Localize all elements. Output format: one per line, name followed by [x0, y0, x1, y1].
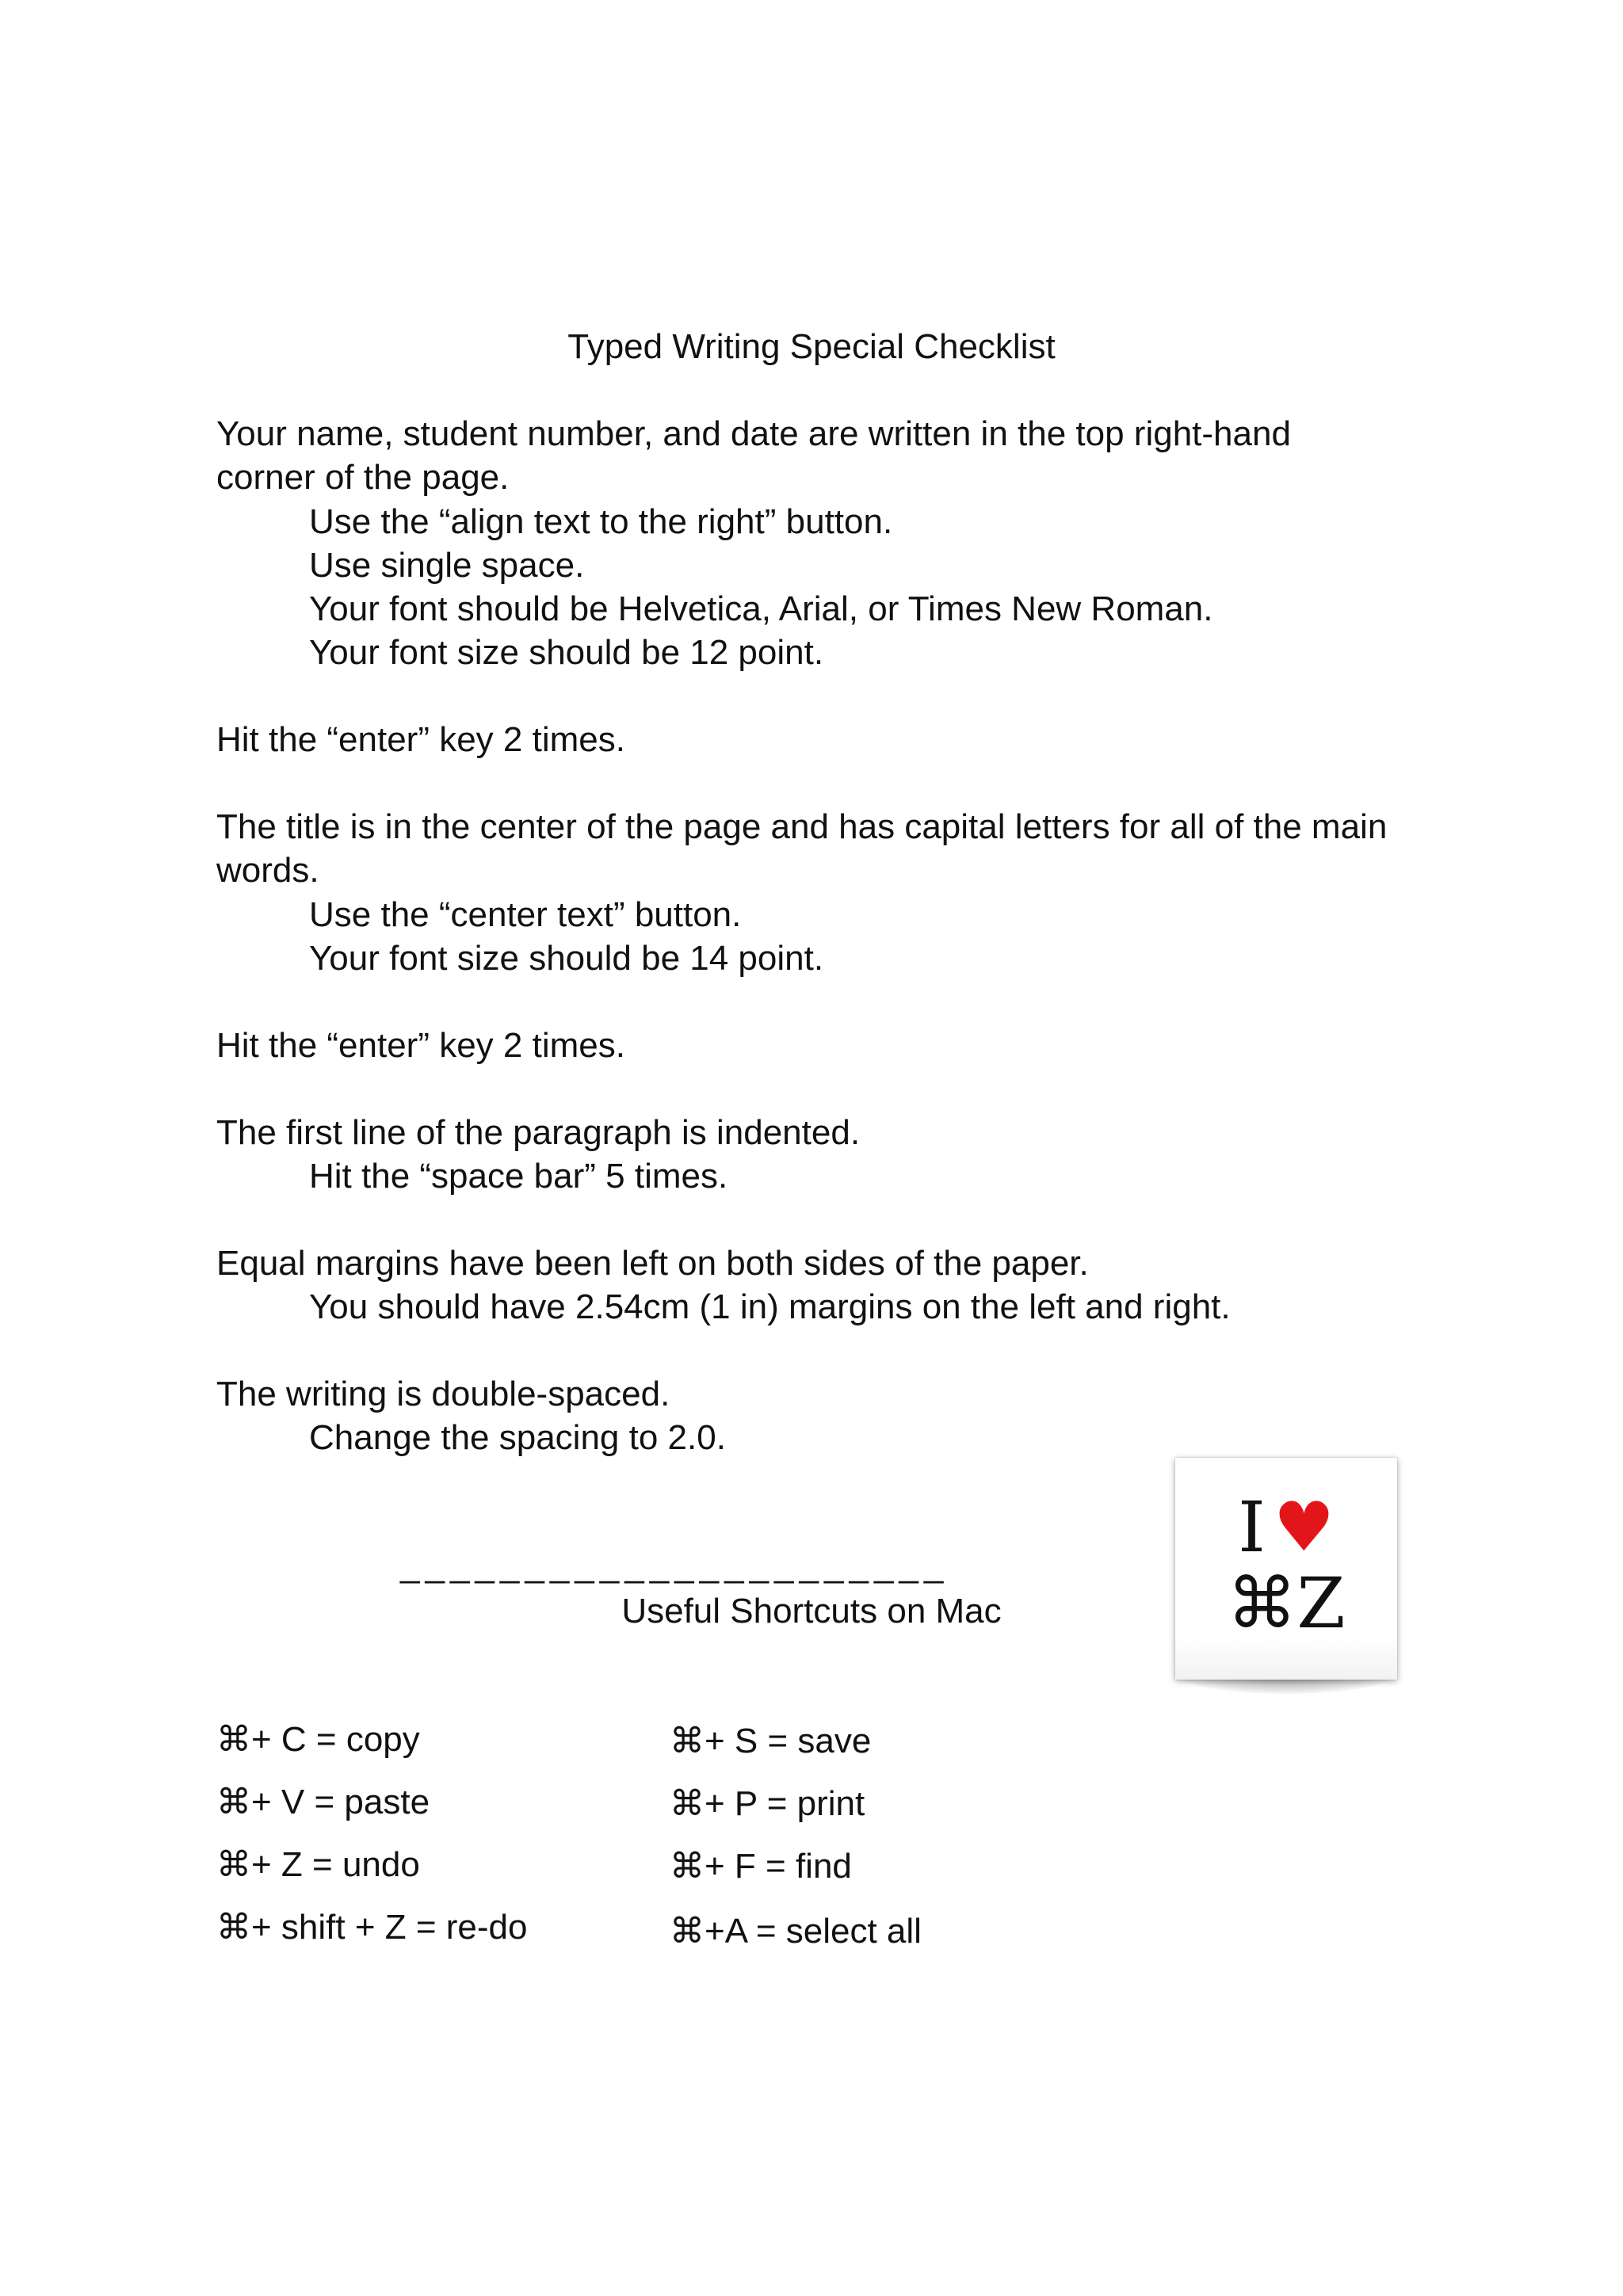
sticker-letter-i: I	[1238, 1486, 1266, 1568]
sticker-command-z: ⌘Z	[1227, 1562, 1346, 1644]
checklist-item-enter-twice: Hit the “enter” key 2 times.	[216, 720, 625, 759]
checklist-item-header-placement: Your name, student number, and date are written in the top right-hand corner of the page.	[216, 414, 1291, 497]
checklist-subitem: Use single space.	[309, 546, 585, 585]
checklist-subitem: Your font should be Helvetica, Arial, or Times New Roman.	[309, 589, 1213, 628]
checklist-subitem: Hit the “space bar” 5 times.	[309, 1157, 728, 1196]
shortcut-redo: ⌘+ shift + Z = re-do	[216, 1908, 528, 1947]
i-love-undo-sticker	[1167, 1450, 1405, 1711]
shortcut-copy: ⌘+ C = copy	[216, 1720, 420, 1759]
heart-icon: ♥	[1273, 1488, 1335, 1567]
checklist-item-title: The title is in the center of the page and has capital letters for all of the main words.	[216, 807, 1388, 890]
sticker-line-top	[1175, 1486, 1397, 1568]
shortcut-select-all: ⌘+A = select all	[670, 1912, 922, 1951]
sticker-card	[1175, 1458, 1397, 1680]
checklist-subitem: Use the “center text” button.	[309, 895, 742, 934]
shortcut-paste: ⌘+ V = paste	[216, 1783, 430, 1821]
checklist-subitem: Your font size should be 12 point.	[309, 633, 824, 672]
shortcut-find: ⌘+ F = find	[670, 1847, 852, 1886]
document-title: Typed Writing Special Checklist	[567, 327, 1056, 366]
checklist-subitem: Change the spacing to 2.0.	[309, 1418, 726, 1457]
checklist-subitem: Your font size should be 14 point.	[309, 939, 824, 978]
checklist-item-double-spaced: The writing is double-spaced.	[216, 1375, 670, 1413]
shortcut-print: ⌘+ P = print	[670, 1784, 865, 1823]
checklist-item-indent: The first line of the paragraph is indented.	[216, 1113, 861, 1152]
checklist-item-enter-twice: Hit the “enter” key 2 times.	[216, 1026, 625, 1065]
checklist-subitem: You should have 2.54cm (1 in) margins on the left and right.	[309, 1287, 1231, 1326]
shortcuts-title: Useful Shortcuts on Mac	[621, 1592, 1002, 1630]
shortcut-save: ⌘+ S = save	[670, 1722, 872, 1760]
checklist-item-margins: Equal margins have been left on both sides of the paper.	[216, 1244, 1089, 1283]
shortcut-undo: ⌘+ Z = undo	[216, 1845, 420, 1884]
divider-line: ______________________	[400, 1546, 949, 1585]
checklist-subitem: Use the “align text to the right” button.	[309, 502, 893, 541]
